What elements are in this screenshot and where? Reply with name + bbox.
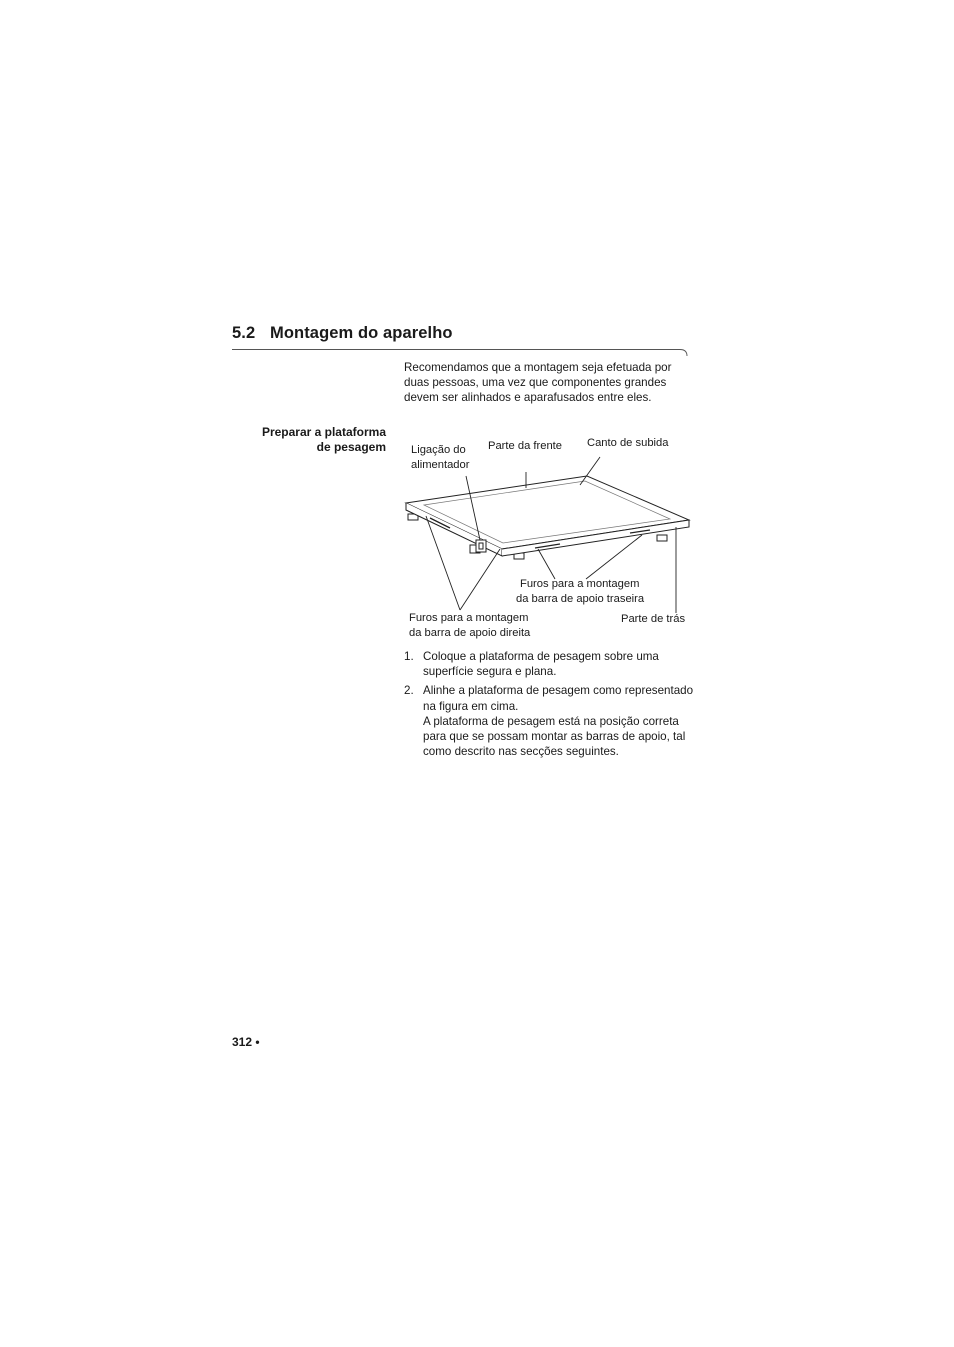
step-number: 1. — [404, 650, 414, 663]
step-item — [404, 649, 694, 679]
right-holes-label-line-1: Furos para a montagem — [409, 612, 529, 624]
step-text: Coloque a plataforma de pesagem sobre uma superfície segura e plana. — [423, 650, 659, 679]
step-item — [404, 683, 694, 759]
right-holes-label — [409, 611, 530, 641]
step-text: Alinhe a plataforma de pesagem como representado na figura em cima. — [423, 684, 694, 713]
section-title — [232, 324, 453, 343]
rear-holes-label-line-1: Furos para a montagem — [520, 578, 640, 590]
section-rule — [232, 346, 692, 358]
subheading — [232, 425, 386, 455]
step-number: 2. — [404, 684, 414, 698]
front-label: Parte da frente — [488, 440, 563, 452]
power-connection-label — [411, 443, 469, 473]
intro-paragraph: Recomendamos que a montagem seja efetuada por duas pessoas, uma vez que componentes grandes devem ser alinhados e aparafusados entre eles. — [404, 361, 672, 405]
power-connection-label-line-1: Ligação do — [411, 444, 466, 456]
power-connection-label-line-2: alimentador — [411, 459, 470, 471]
subheading-line-1: Preparar a plataforma — [261, 425, 386, 439]
rear-holes-label-line-2: da barra de apoio traseira — [516, 593, 645, 605]
section-title-text: Montagem do aparelho — [270, 324, 453, 342]
right-holes-label-line-2: da barra de apoio direita — [409, 627, 531, 639]
page-number: 312 • — [232, 1035, 260, 1049]
back-label: Parte de trás — [621, 613, 686, 625]
steps-list — [404, 649, 694, 763]
step-result: A plataforma de pesagem está na posição correta para que se possam montar as barras de apoio, tal como descrito nas secções seguintes. — [423, 714, 686, 759]
platform-figure — [400, 432, 700, 647]
rear-holes-label — [516, 577, 644, 607]
climbing-corner-label: Canto de subida — [587, 437, 669, 449]
subheading-line-2: de pesagem — [316, 440, 386, 454]
section-number: 5.2 — [232, 324, 256, 342]
